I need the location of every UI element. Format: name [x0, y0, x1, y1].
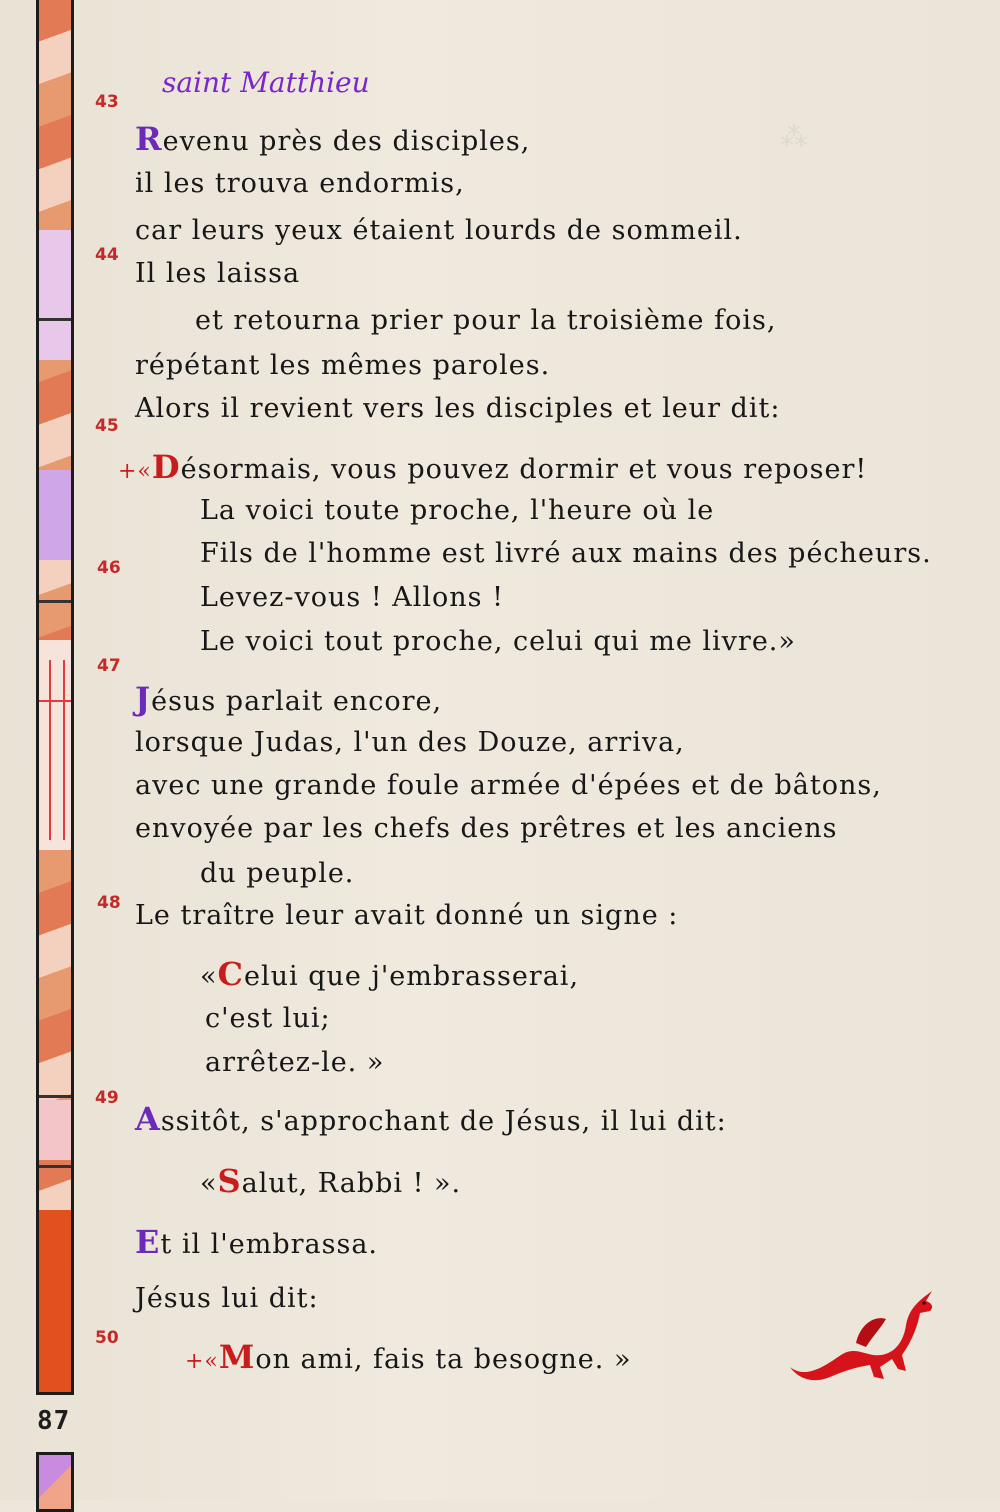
text-line: +«Désormais, vous pouvez dormir et vous reposer!: [118, 448, 868, 486]
text-line: Assitôt, s'approchant de Jésus, il lui dit:: [135, 1100, 727, 1138]
text-line: Il les laissa: [135, 258, 301, 289]
text-line: La voici toute proche, l'heure où le: [200, 495, 715, 526]
text-line: Levez-vous ! Allons !: [200, 582, 504, 613]
verse-number: 48: [97, 893, 121, 913]
text-line: il les trouva endormis,: [135, 168, 465, 199]
text-line: «Celui que j'embrasserai,: [200, 955, 580, 993]
verse-number: 49: [95, 1088, 119, 1108]
verse-number: 43: [95, 92, 119, 112]
text-line: avec une grande foule armée d'épées et de bâtons,: [135, 770, 882, 801]
verse-number: 50: [95, 1328, 119, 1348]
verse-number: 45: [95, 416, 119, 436]
verse-number: 46: [97, 558, 121, 578]
text-line: Jésus lui dit:: [135, 1283, 319, 1314]
verse-number: 47: [97, 656, 121, 676]
decorative-margin-band: [36, 0, 74, 1395]
text-line: du peuple.: [200, 858, 355, 889]
text-line: Alors il revient vers les disciples et leur dit:: [135, 393, 781, 424]
text-line: «Salut, Rabbi ! ».: [200, 1162, 462, 1200]
decorative-corner-box: [36, 1452, 74, 1512]
text-line: arrêtez-le. »: [205, 1047, 385, 1078]
text-line: répétant les mêmes paroles.: [135, 350, 551, 381]
page-number: 87: [37, 1406, 71, 1436]
text-line: Le traître leur avait donné un signe :: [135, 900, 679, 931]
text-line: lorsque Judas, l'un des Douze, arriva,: [135, 727, 685, 758]
text-line: c'est lui;: [205, 1003, 331, 1034]
text-line: Et il l'embrassa.: [135, 1223, 378, 1261]
text-line: +«Mon ami, fais ta besogne. »: [185, 1338, 632, 1376]
text-line: Jésus parlait encore,: [135, 680, 443, 718]
text-line: et retourna prier pour la troisième fois,: [195, 305, 777, 336]
book-header: saint Matthieu: [162, 66, 370, 99]
text-line: envoyée par les chefs des prêtres et les anciens: [135, 813, 838, 844]
dragon-illustration: [786, 1285, 936, 1385]
verse-number: 44: [95, 245, 119, 265]
bleed-through: ⁂: [780, 120, 808, 153]
text-line: Fils de l'homme est livré aux mains des pécheurs.: [200, 538, 932, 569]
text-line: Revenu près des disciples,: [135, 120, 531, 158]
text-line: car leurs yeux étaient lourds de sommeil.: [135, 215, 743, 246]
text-line: Le voici tout proche, celui qui me livre.»: [200, 626, 796, 657]
